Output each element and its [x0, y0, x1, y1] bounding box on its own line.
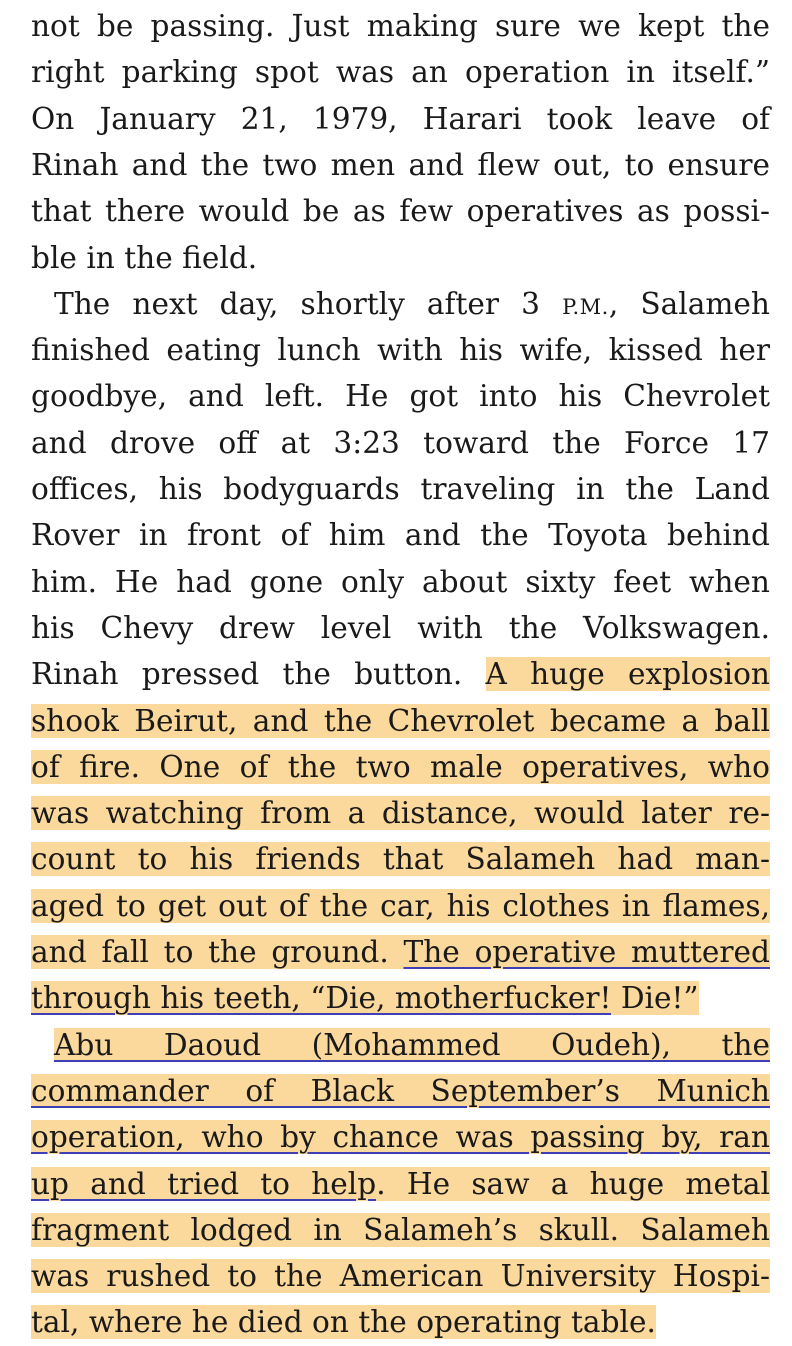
text-line	[54, 280, 770, 328]
text-line	[31, 974, 770, 1022]
text-line	[31, 419, 770, 467]
text-line	[31, 604, 770, 652]
text-segment: through his teeth, “Die, motherfucker!	[31, 981, 612, 1016]
text-line	[31, 465, 770, 513]
text-segment: tal, where he died on the operating table.	[31, 1305, 656, 1340]
text-line	[31, 48, 770, 96]
text-line	[31, 1160, 770, 1208]
text-line	[31, 187, 770, 235]
text-segment: aged to get out of the car, his clothes in flames,	[31, 888, 770, 923]
text-segment: goodbye, and left. He got into his Chevrolet	[31, 379, 770, 414]
text-segment: The operative muttered	[403, 935, 770, 969]
text-line	[31, 928, 770, 976]
text-segment: , Salameh	[608, 286, 770, 321]
text-segment: and drove off at 3:23 toward the Force 17	[31, 425, 770, 460]
text-line	[31, 882, 770, 930]
text-segment: . He saw a huge metal	[376, 1166, 770, 1201]
text-segment: On January 21, 1979, Harari took leave of	[31, 101, 770, 136]
text-line	[31, 650, 770, 698]
text-line	[31, 326, 770, 374]
text-segment: Die!”	[611, 981, 699, 1016]
text-segment: A huge explosion	[485, 657, 770, 692]
text-segment: right parking spot was an operation in itself.”	[31, 55, 770, 90]
text-segment: not be passing. Just making sure we kept the	[31, 9, 770, 43]
text-line	[31, 1113, 770, 1161]
text-segment: offices, his bodyguards traveling in the Land	[31, 472, 770, 506]
text-segment: Rinah and the two men and flew out, to ensure	[31, 147, 770, 182]
text-line	[54, 1021, 770, 1069]
text-segment: and fall to the ground.	[31, 935, 404, 969]
text-segment: shook Beirut, and the Chevrolet became a ball	[31, 703, 770, 738]
text-segment: his Chevy drew level with the Volkswagen.	[31, 610, 770, 645]
text-segment: Abu Daoud (Mohammed Oudeh), the	[54, 1027, 770, 1062]
text-line	[31, 1206, 770, 1254]
text-segment: was watching from a distance, would later re-	[31, 796, 770, 831]
text-line	[31, 511, 770, 559]
text-line	[31, 234, 770, 282]
text-line	[31, 95, 770, 143]
text-segment: commander of Black September’s Munich	[31, 1073, 770, 1108]
text-segment: operation, who by chance was passing by, ran	[31, 1120, 770, 1155]
text-line	[31, 1252, 770, 1300]
text-segment: fragment lodged in Salameh’s skull. Salameh	[31, 1212, 770, 1247]
text-segment: that there would be as few operatives as possi-	[31, 194, 770, 229]
text-line	[31, 372, 770, 420]
text-segment: ble in the field.	[31, 240, 258, 275]
text-segment: Rover in front of him and the Toyota behind	[31, 518, 770, 553]
text-segment: count to his friends that Salameh had man-	[31, 842, 770, 877]
text-line	[31, 1067, 770, 1115]
text-line	[31, 835, 770, 883]
text-line	[31, 697, 770, 745]
text-line	[31, 141, 770, 189]
text-segment: The next day, shortly after 3	[54, 286, 563, 321]
text-line	[31, 1298, 770, 1346]
text-line	[31, 2, 770, 50]
text-segment: Rinah pressed the button.	[31, 657, 486, 692]
text-line	[31, 743, 770, 791]
text-segment: of fire. One of the two male operatives, who	[31, 749, 770, 784]
text-segment: was rushed to the American University Hospi-	[31, 1259, 770, 1294]
text-segment: up and tried to help	[31, 1166, 377, 1201]
text-segment: finished eating lunch with his wife, kissed her	[31, 333, 770, 368]
text-segment: P.M.	[562, 294, 609, 319]
text-line	[31, 558, 770, 606]
text-segment: him. He had gone only about sixty feet when	[31, 564, 770, 599]
text-line	[31, 789, 770, 837]
